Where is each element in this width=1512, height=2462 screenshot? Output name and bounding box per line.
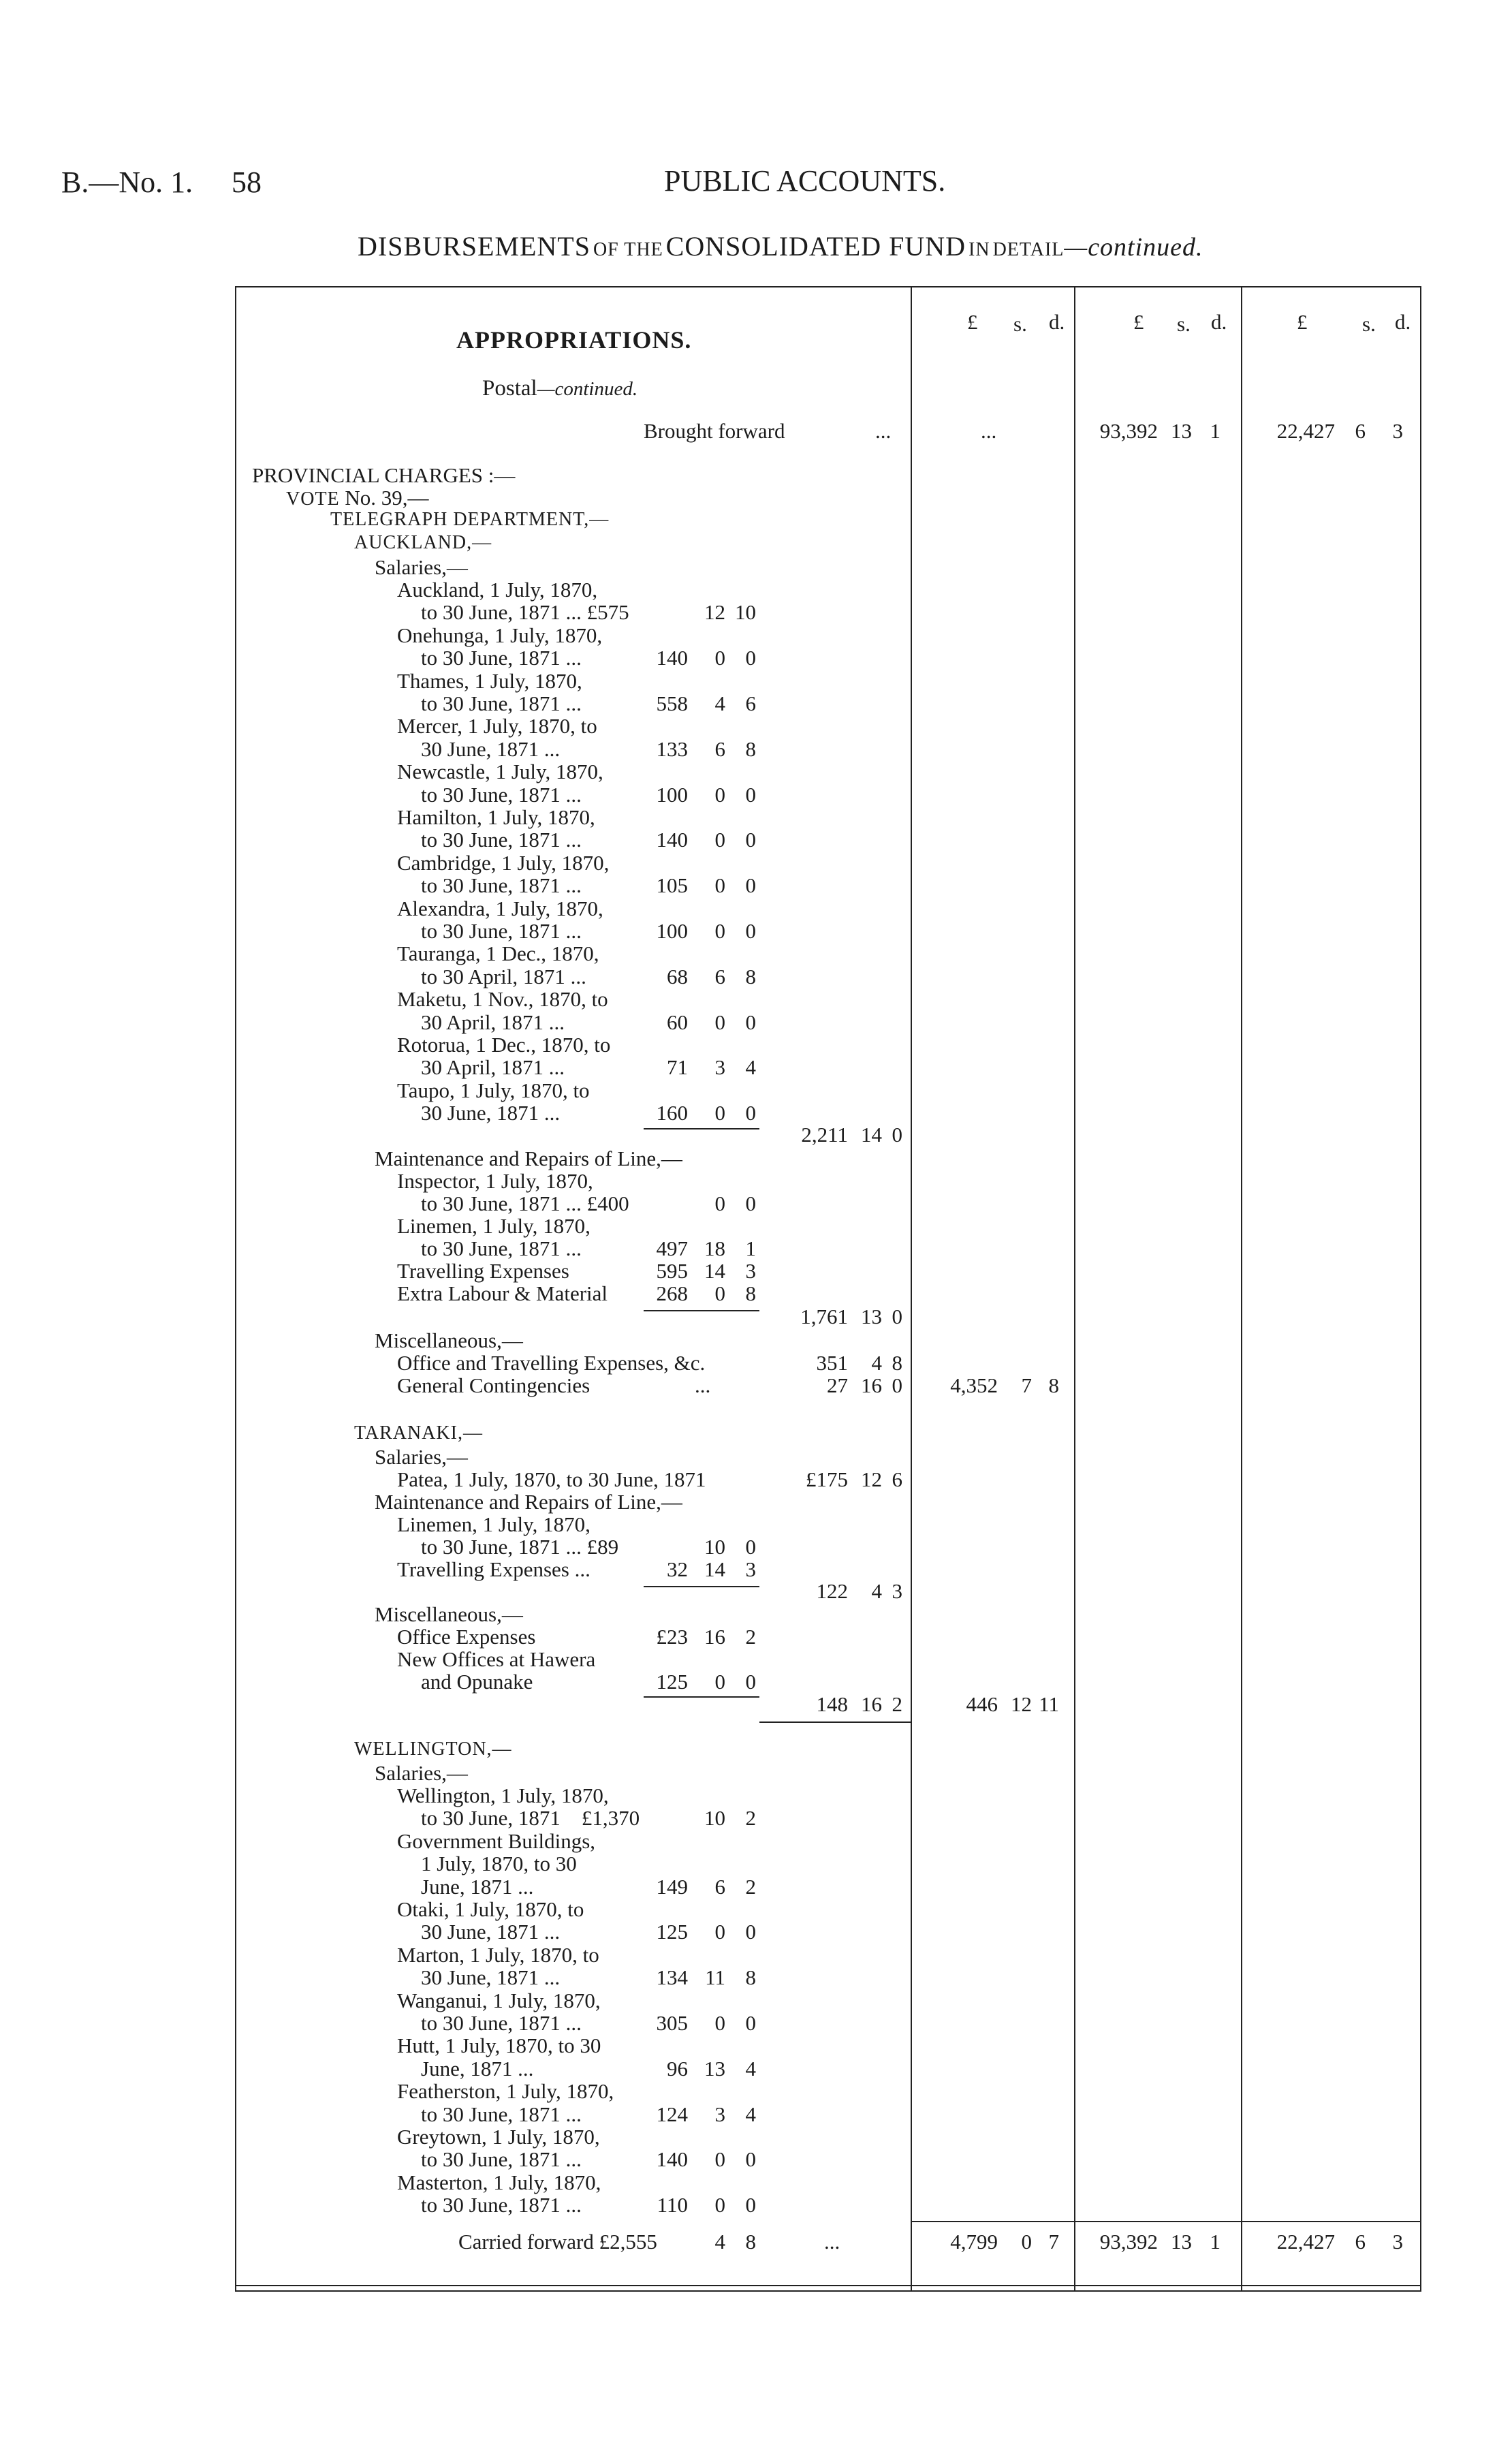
salary-item-pence: 0 [745, 1010, 756, 1034]
salary-item-line1: Hutt, 1 July, 1870, to 30 [397, 2034, 601, 2058]
auckland-extra-s: 0 [714, 1281, 725, 1305]
salary-item-pence: 0 [745, 646, 756, 670]
subtitle-e: DETAIL [992, 239, 1065, 260]
taranaki-maint-total-d: 3 [892, 1579, 902, 1603]
auckland-linemen-p: 497 [656, 1236, 688, 1260]
taranaki-total-pound: 446 [966, 1692, 998, 1716]
cf-c4-d: 1 [1210, 2230, 1220, 2254]
auckland-linemen-l1: Linemen, 1 July, 1870, [397, 1214, 590, 1238]
taranaki-patea-pound: £175 [806, 1467, 848, 1491]
salary-item-line1b: 1 July, 1870, to 30 [421, 1852, 577, 1876]
salary-item-line2: 30 June, 1871 ... [421, 1101, 561, 1125]
auckland-general-s: 16 [861, 1373, 882, 1397]
taranaki-misc: Miscellaneous,— [375, 1602, 523, 1626]
subtitle-d: IN [968, 239, 990, 260]
auckland-linemen-d: 1 [745, 1236, 756, 1260]
taranaki-misc-total-s: 16 [861, 1692, 882, 1716]
salary-item-pounds: 71 [667, 1055, 688, 1080]
salary-item-shillings: 0 [714, 782, 725, 807]
salary-item-line1: Otaki, 1 July, 1870, to [397, 1897, 584, 1921]
col5-s: s. [1362, 312, 1376, 336]
salary-item-pounds: 124 [656, 2102, 688, 2126]
salary-item-pence: 4 [745, 1055, 756, 1080]
salary-item-line1: Cambridge, 1 July, 1870, [397, 850, 610, 875]
salary-item-shillings: 6 [714, 736, 725, 761]
salary-item-shillings: 0 [714, 2147, 725, 2172]
header-left: B.—No. 1. [61, 166, 193, 199]
salary-item-pounds: 100 [656, 782, 688, 807]
taranaki-linemen-l1: Linemen, 1 July, 1870, [397, 1512, 590, 1536]
salary-item-line2: 30 April, 1871 ... [421, 1010, 565, 1034]
salary-item-pence: 10 [735, 600, 756, 625]
col4-d: d. [1211, 310, 1227, 334]
salary-item-line2: to 30 June, 1871 ... £575 [421, 600, 629, 625]
cf-c4-s: 13 [1171, 2230, 1192, 2254]
taranaki-maint-total-s: 4 [871, 1579, 882, 1603]
salary-item-pence: 0 [745, 873, 756, 898]
bf-c4-d: 1 [1210, 419, 1220, 443]
salary-item-line1: Newcastle, 1 July, 1870, [397, 760, 603, 784]
salary-item-line2: June, 1871 ... [421, 1874, 534, 1899]
cf-c3-s: 0 [1021, 2230, 1032, 2254]
col5-d: d. [1395, 310, 1411, 334]
salary-item-pence: 4 [745, 2056, 756, 2081]
brought-forward-c3: ... [981, 419, 997, 443]
telegraph-heading: TELEGRAPH DEPARTMENT,— [330, 509, 610, 530]
page-number: 58 [232, 166, 262, 199]
subtitle-a: DISBURSEMENTS [358, 231, 590, 262]
salary-item-pence: 0 [745, 1101, 756, 1125]
auckland-general-dots: ... [695, 1373, 711, 1397]
taranaki-total-d: 11 [1039, 1692, 1059, 1716]
salary-item-shillings: 3 [714, 1055, 725, 1080]
salary-item-line2: to 30 June, 1871 ... [421, 828, 582, 852]
taranaki-office: Office Expenses [397, 1625, 536, 1649]
salary-item-pounds: 140 [656, 2147, 688, 2172]
col5-pound: £ [1297, 310, 1308, 334]
appropriations-heading: APPROPRIATIONS. [456, 326, 692, 354]
taranaki-misc-total-pound: 148 [816, 1692, 848, 1716]
salary-item-pounds: 68 [667, 964, 688, 988]
auckland-total-d: 8 [1048, 1373, 1059, 1397]
salary-item-pounds: 60 [667, 1010, 688, 1034]
salary-item-shillings: 0 [714, 646, 725, 670]
auckland-office-d: 8 [892, 1351, 902, 1375]
col4-s: s. [1177, 312, 1191, 336]
salary-item-shillings: 0 [714, 873, 725, 898]
salary-item-pounds: 134 [656, 1965, 688, 1990]
bf-c5-d: 3 [1392, 419, 1403, 443]
taranaki-linemen-l2: to 30 June, 1871 ... £89 [421, 1535, 619, 1559]
salary-item-shillings: 0 [714, 2193, 725, 2217]
salary-item-pence: 0 [745, 919, 756, 943]
salary-item-pence: 0 [745, 1920, 756, 1944]
salary-item-shillings: 4 [714, 691, 725, 715]
salary-item-line1: Hamilton, 1 July, 1870, [397, 805, 595, 829]
cf-c4-pound: 93,392 [1099, 2230, 1158, 2254]
taranaki-patea-d: 6 [892, 1467, 902, 1491]
auckland-extra-d: 8 [745, 1281, 756, 1305]
taranaki-travelling: Travelling Expenses ... [397, 1557, 590, 1581]
salary-item-pence: 2 [745, 1806, 756, 1830]
salary-item-line1: Maketu, 1 Nov., 1870, to [397, 987, 608, 1012]
taranaki-linemen-s: 10 [704, 1535, 725, 1559]
salary-item-pounds: 110 [657, 2193, 688, 2217]
auckland-salaries: Salaries,— [375, 555, 468, 579]
auckland-sal-total-s: 14 [861, 1123, 882, 1147]
salary-item-pounds: 140 [656, 646, 688, 670]
salary-item-line2: to 30 June, 1871 ... [421, 2102, 582, 2126]
col-rule-1 [911, 286, 912, 2292]
salary-item-shillings: 0 [714, 1920, 725, 1944]
salary-item-line1: Masterton, 1 July, 1870, [397, 2170, 601, 2194]
auckland-travelling-d: 3 [745, 1259, 756, 1283]
salary-item-line1: Wanganui, 1 July, 1870, [397, 1988, 601, 2012]
salary-item-line2: to 30 June, 1871 £1,370 [421, 1806, 640, 1830]
provincial-heading: PROVINCIAL CHARGES :— [252, 463, 516, 487]
auckland-inspector-l2: to 30 June, 1871 ... £400 [421, 1191, 629, 1215]
salary-item-pounds: 160 [656, 1101, 688, 1125]
salary-item-pence: 6 [745, 691, 756, 715]
salary-item-pence: 0 [745, 828, 756, 852]
auckland-maint-total-pound: 1,761 [800, 1305, 848, 1328]
taranaki-misc-rule [644, 1696, 759, 1698]
salary-item-pounds: 558 [656, 691, 688, 715]
salary-item-pounds: 100 [656, 919, 688, 943]
salary-item-line1: Featherston, 1 July, 1870, [397, 2079, 614, 2104]
taranaki-office-s: 16 [704, 1625, 725, 1649]
carried-forward-label: Carried forward £2,555 [458, 2230, 657, 2254]
salary-item-shillings: 0 [714, 2011, 725, 2035]
taranaki-travelling-s: 14 [704, 1557, 725, 1581]
taranaki-linemen-d: 0 [745, 1535, 756, 1559]
subtitle [358, 230, 1203, 262]
salary-item-line2: June, 1871 ... [421, 2056, 534, 2081]
vote-heading [286, 486, 429, 510]
cf-c5-s: 6 [1355, 2230, 1366, 2254]
salary-item-shillings: 3 [714, 2102, 725, 2126]
salary-item-shillings: 0 [714, 828, 725, 852]
carried-top-rule [911, 2221, 1420, 2222]
salary-item-line2: to 30 June, 1871 ... [421, 691, 582, 715]
salary-item-pence: 0 [745, 2147, 756, 2172]
salary-item-line2: to 30 June, 1871 ... [421, 919, 582, 943]
salary-item-pence: 2 [745, 1874, 756, 1899]
taranaki-new-offices-l1: New Offices at Hawera [397, 1647, 596, 1671]
auckland-general: General Contingencies [397, 1373, 590, 1397]
table-top-rule [235, 286, 1421, 287]
salary-item-pence: 0 [745, 782, 756, 807]
auckland-travelling: Travelling Expenses [397, 1259, 569, 1283]
salary-item-pounds: 149 [656, 1874, 688, 1899]
postal-cont: —continued. [537, 378, 638, 400]
salary-item-shillings: 0 [714, 919, 725, 943]
vote-b: No. 39,— [339, 486, 429, 510]
subtitle-b: OF THE [593, 239, 663, 260]
auckland-sal-total-d: 0 [892, 1123, 902, 1147]
vote-a: VOTE [286, 488, 340, 510]
auckland-inspector-l1: Inspector, 1 July, 1870, [397, 1169, 593, 1193]
taranaki-new-offices-d: 0 [745, 1670, 756, 1694]
salary-item-line2: to 30 June, 1871 ... [421, 782, 582, 807]
salary-item-pence: 4 [745, 2102, 756, 2126]
salary-item-shillings: 6 [714, 1874, 725, 1899]
bf-c5-s: 6 [1355, 419, 1366, 443]
salary-item-line2: to 30 June, 1871 ... [421, 2193, 582, 2217]
taranaki-office-d: 2 [745, 1625, 756, 1649]
salary-item-line1: Rotorua, 1 Dec., 1870, to [397, 1033, 611, 1057]
taranaki-new-offices-l2: and Opunake [421, 1670, 533, 1694]
subtitle-f: —continued. [1064, 233, 1203, 262]
auckland-office-pound: 351 [816, 1351, 848, 1375]
taranaki-end-rule [759, 1721, 911, 1723]
taranaki-patea: Patea, 1 July, 1870, to 30 June, 1871 [397, 1467, 706, 1491]
salary-item-shillings: 10 [704, 1806, 725, 1830]
salary-item-pounds: 305 [656, 2011, 688, 2035]
auckland-office: Office and Travelling Expenses, &c. [397, 1351, 706, 1375]
postal-heading [482, 376, 637, 401]
table-left-rule [235, 286, 236, 2292]
col3-d: d. [1049, 310, 1065, 334]
auckland-maint-total-d: 0 [892, 1305, 902, 1328]
salary-item-line2: to 30 April, 1871 ... [421, 964, 586, 988]
salary-item-line1: Greytown, 1 July, 1870, [397, 2125, 600, 2149]
auckland-inspector-s: 0 [714, 1191, 725, 1215]
salary-item-pence: 8 [745, 964, 756, 988]
salary-item-pounds: 96 [667, 2056, 688, 2081]
brought-forward-label: Brought forward [644, 419, 785, 443]
salary-item-line2: 30 June, 1871 ... [421, 1965, 561, 1990]
salary-item-pounds: 105 [656, 873, 688, 898]
salary-item-pounds: 125 [656, 1920, 688, 1944]
auckland-heading: AUCKLAND,— [354, 532, 492, 553]
salary-item-pounds: 133 [656, 736, 688, 761]
page-title: PUBLIC ACCOUNTS. [664, 164, 946, 198]
col3-pound: £ [967, 310, 978, 334]
taranaki-office-pound: £23 [656, 1625, 688, 1649]
salary-item-pence: 8 [745, 1965, 756, 1990]
taranaki-new-offices-s: 0 [714, 1670, 725, 1694]
auckland-travelling-s: 14 [704, 1259, 725, 1283]
taranaki-misc-total-d: 2 [892, 1692, 902, 1716]
cf-c5-d: 3 [1392, 2230, 1403, 2254]
col4-pound: £ [1133, 310, 1144, 334]
table-bottom-rule [235, 2285, 1421, 2286]
salary-item-shillings: 13 [704, 2056, 725, 2081]
auckland-maint-rule [644, 1310, 759, 1311]
salary-item-line1: Marton, 1 July, 1870, to [397, 1942, 599, 1967]
salary-item-line2: 30 June, 1871 ... [421, 1920, 561, 1944]
taranaki-travelling-d: 3 [745, 1557, 756, 1581]
salary-item-line2: to 30 June, 1871 ... [421, 646, 582, 670]
wellington-salaries: Salaries,— [375, 1761, 468, 1785]
salary-item-line1: Alexandra, 1 July, 1870, [397, 896, 603, 920]
taranaki-heading: TARANAKI,— [354, 1422, 483, 1444]
auckland-total-s: 7 [1021, 1373, 1032, 1397]
postal-label: Postal [482, 376, 537, 401]
salary-item-line1: Wellington, 1 July, 1870, [397, 1783, 609, 1807]
taranaki-maint-rule [644, 1586, 759, 1587]
auckland-sal-total-pound: 2,211 [801, 1123, 848, 1147]
auckland-misc: Miscellaneous,— [375, 1328, 523, 1352]
salary-item-pence: 0 [745, 2011, 756, 2035]
auckland-linemen-s: 18 [704, 1236, 725, 1260]
cf-c3-d: 7 [1048, 2230, 1059, 2254]
auckland-maint: Maintenance and Repairs of Line,— [375, 1147, 682, 1170]
col3-s: s. [1013, 312, 1027, 336]
table-bottom-rule-2 [235, 2290, 1421, 2292]
bf-c4-pound: 93,392 [1099, 419, 1158, 443]
auckland-sal-rule [644, 1128, 759, 1129]
bf-c5-pound: 22,427 [1276, 419, 1335, 443]
taranaki-travelling-p: 32 [667, 1557, 688, 1581]
carried-forward-d: 8 [745, 2230, 756, 2254]
salary-item-shillings: 11 [705, 1965, 725, 1990]
auckland-linemen-l2: to 30 June, 1871 ... [421, 1236, 582, 1260]
bf-c4-s: 13 [1171, 419, 1192, 443]
table-right-rule [1420, 286, 1421, 2292]
brought-forward-dots: ... [875, 419, 892, 443]
taranaki-maint: Maintenance and Repairs of Line,— [375, 1490, 682, 1514]
salary-item-line2: to 30 June, 1871 ... [421, 2011, 582, 2035]
salary-item-line1: Government Buildings, [397, 1828, 596, 1853]
salary-item-line2: 30 June, 1871 ... [421, 736, 561, 761]
salary-item-pounds: 140 [656, 828, 688, 852]
col-rule-3 [1241, 286, 1242, 2292]
salary-item-shillings: 0 [714, 1010, 725, 1034]
salary-item-pence: 8 [745, 736, 756, 761]
carried-forward-c2: ... [824, 2230, 840, 2254]
salary-item-line2: to 30 June, 1871 ... [421, 873, 582, 898]
salary-item-line1: Taupo, 1 July, 1870, to [397, 1078, 590, 1102]
salary-item-line1: Auckland, 1 July, 1870, [397, 578, 598, 602]
auckland-extra: Extra Labour & Material [397, 1281, 608, 1305]
auckland-office-s: 4 [871, 1351, 882, 1375]
salary-item-line1: Tauranga, 1 Dec., 1870, [397, 941, 599, 966]
salary-item-line1: Mercer, 1 July, 1870, to [397, 714, 597, 738]
taranaki-new-offices-p: 125 [656, 1670, 688, 1694]
col-rule-2 [1074, 286, 1075, 2292]
salary-item-pence: 0 [745, 2193, 756, 2217]
auckland-extra-p: 268 [656, 1281, 688, 1305]
auckland-total-pound: 4,352 [950, 1373, 998, 1397]
salary-item-line2: 30 April, 1871 ... [421, 1055, 565, 1080]
salary-item-line1: Thames, 1 July, 1870, [397, 668, 582, 693]
wellington-heading: WELLINGTON,— [354, 1739, 512, 1760]
taranaki-patea-s: 12 [861, 1467, 882, 1491]
cf-c5-pound: 22,427 [1276, 2230, 1335, 2254]
taranaki-maint-total-pound: 122 [816, 1579, 848, 1603]
auckland-general-d: 0 [892, 1373, 902, 1397]
salary-item-line1: Onehunga, 1 July, 1870, [397, 623, 603, 647]
salary-item-shillings: 6 [714, 964, 725, 988]
cf-c3-pound: 4,799 [950, 2230, 998, 2254]
salary-item-shillings: 0 [714, 1101, 725, 1125]
auckland-inspector-d: 0 [745, 1191, 756, 1215]
subtitle-c: CONSOLIDATED FUND [665, 231, 966, 262]
auckland-maint-total-s: 13 [861, 1305, 882, 1328]
salary-item-line2: to 30 June, 1871 ... [421, 2147, 582, 2172]
taranaki-salaries: Salaries,— [375, 1445, 468, 1469]
salary-item-shillings: 12 [704, 600, 725, 625]
auckland-travelling-p: 595 [656, 1259, 688, 1283]
auckland-general-pound: 27 [827, 1373, 848, 1397]
taranaki-total-s: 12 [1011, 1692, 1032, 1716]
carried-forward-s: 4 [714, 2230, 725, 2254]
